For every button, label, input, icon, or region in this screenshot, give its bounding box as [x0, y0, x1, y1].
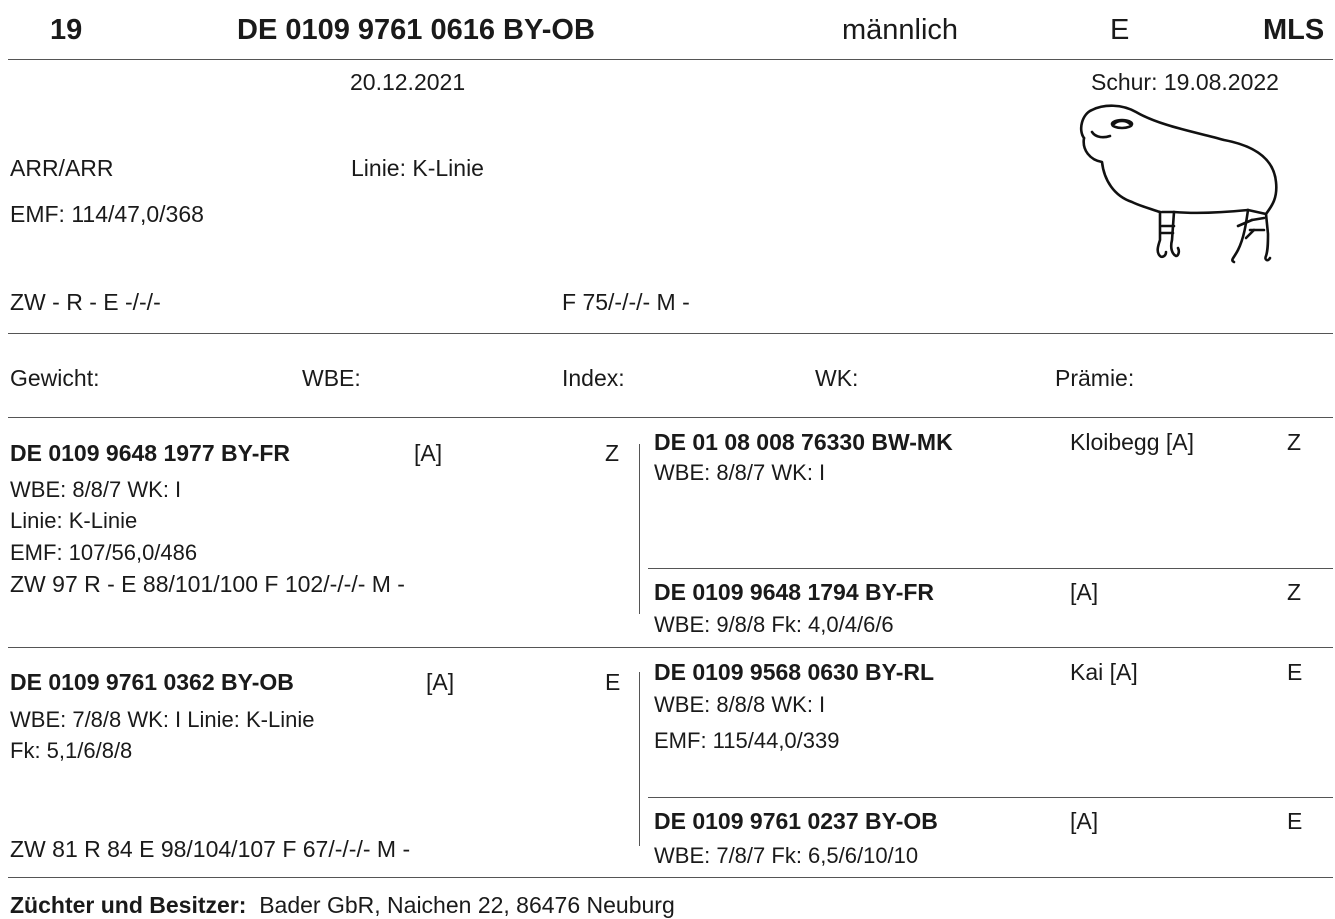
dam-tag: [A] [426, 669, 455, 695]
sire-line: Linie: K-Linie [10, 508, 138, 533]
dam-sire-emf: EMF: 115/44,0/339 [654, 728, 840, 753]
dam-sire-herdbook: E [1287, 659, 1303, 685]
divider [8, 647, 1333, 648]
sire-herdbook: Z [605, 440, 620, 466]
sire-zw: ZW 97 R - E 88/101/100 F 102/-/-/- M - [10, 571, 405, 597]
dam-wbe: WBE: 7/8/8 WK: I Linie: K-Linie [10, 707, 315, 732]
breeding-value-zw: ZW - R - E -/-/- [10, 289, 161, 315]
divider [648, 568, 1333, 569]
premium-label: Prämie: [1055, 365, 1135, 391]
birth-date: 20.12.2021 [350, 69, 466, 95]
weight-label: Gewicht: [10, 365, 100, 391]
sire-dam-wbe: WBE: 9/8/8 Fk: 4,0/4/6/6 [654, 612, 894, 637]
dam-id: DE 0109 9761 0362 BY-OB [10, 669, 294, 695]
dam-dam-wbe: WBE: 7/8/7 Fk: 6,5/6/10/10 [654, 843, 919, 868]
sire-tag: [A] [414, 440, 443, 466]
emf-value: EMF: 114/47,0/368 [10, 201, 204, 227]
breeding-line: Linie: K-Linie [351, 155, 484, 181]
sire-wbe: WBE: 8/8/7 WK: I [10, 477, 182, 502]
dam-herdbook: E [605, 669, 621, 695]
divider [8, 333, 1333, 334]
genotype: ARR/ARR [10, 155, 114, 181]
sire-sire-herdbook: Z [1287, 429, 1302, 455]
dam-dam-tag: [A] [1070, 808, 1099, 834]
dam-dam-herdbook: E [1287, 808, 1303, 834]
index-label: Index: [562, 365, 625, 391]
dam-sire-tag: Kai [A] [1070, 659, 1138, 685]
divider [8, 877, 1333, 878]
sire-dam-tag: [A] [1070, 579, 1099, 605]
breed: MLS [1263, 14, 1325, 46]
sheep-icon [1070, 100, 1285, 265]
sire-id: DE 0109 9648 1977 BY-FR [10, 440, 291, 466]
sire-emf: EMF: 107/56,0/486 [10, 540, 198, 565]
sire-dam-id: DE 0109 9648 1794 BY-FR [654, 579, 935, 605]
wk-label: WK: [815, 365, 859, 391]
dam-dam-id: DE 0109 9761 0237 BY-OB [654, 808, 938, 834]
dam-sire-id: DE 0109 9568 0630 BY-RL [654, 659, 935, 685]
divider [648, 797, 1333, 798]
sire-sire-id: DE 01 08 008 76330 BW-MK [654, 429, 953, 455]
dam-fk: Fk: 5,1/6/8/8 [10, 738, 133, 763]
breeding-value-f: F 75/-/-/- M - [562, 289, 690, 315]
catalog-number: 19 [50, 14, 83, 46]
divider [8, 59, 1333, 60]
sire-dam-herdbook: Z [1287, 579, 1302, 605]
shearing-date: Schur: 19.08.2022 [1091, 69, 1279, 95]
sex: männlich [842, 14, 959, 46]
breeder-value: Bader GbR, Naichen 22, 86476 Neuburg [259, 892, 675, 918]
sire-sire-tag: Kloibegg [A] [1070, 429, 1195, 455]
breeder-line [10, 894, 675, 917]
pedigree-divider [639, 672, 640, 846]
breeder-label: Züchter und Besitzer: [10, 892, 247, 918]
herdbook-class: E [1110, 14, 1130, 46]
divider [8, 417, 1333, 418]
animal-id: DE 0109 9761 0616 BY-OB [237, 14, 595, 46]
pedigree-divider [639, 444, 640, 614]
dam-sire-wbe: WBE: 8/8/8 WK: I [654, 692, 826, 717]
wbe-label: WBE: [302, 365, 361, 391]
sire-sire-wbe: WBE: 8/8/7 WK: I [654, 460, 826, 485]
dam-zw: ZW 81 R 84 E 98/104/107 F 67/-/-/- M - [10, 836, 411, 862]
